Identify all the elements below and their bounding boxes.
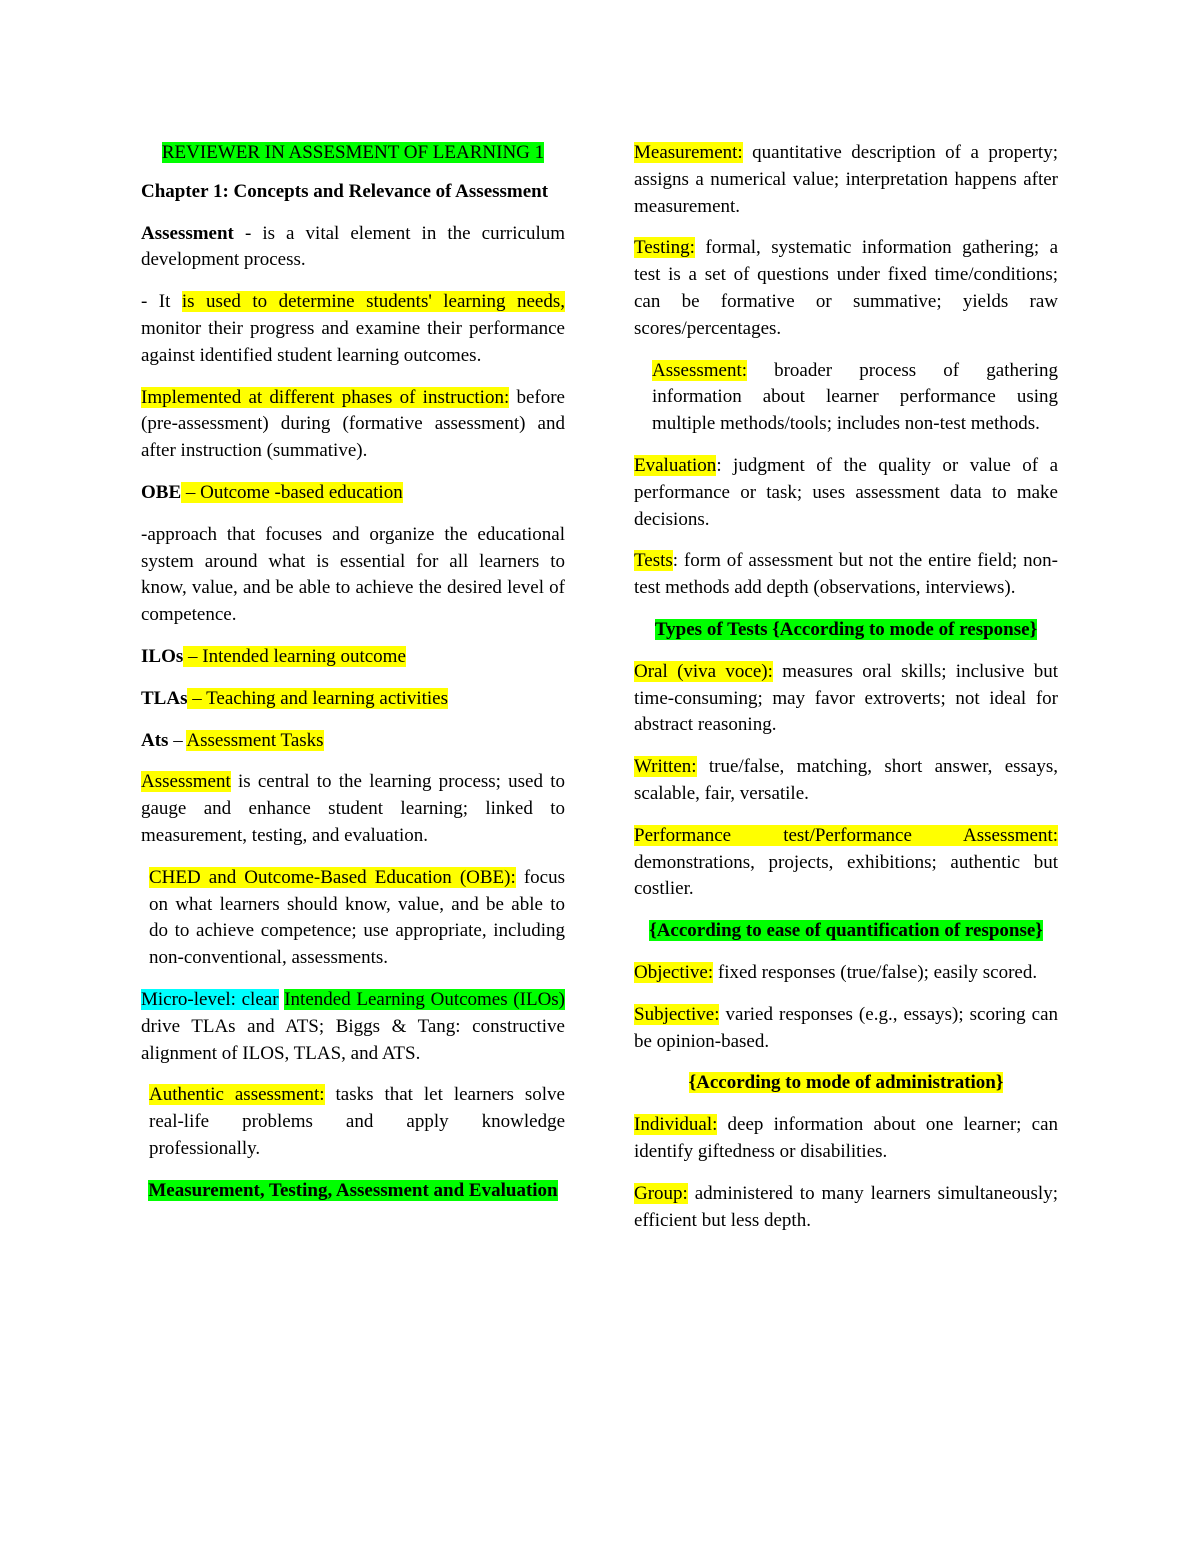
chapter-heading: Chapter 1: Concepts and Relevance of Assessment [141,180,549,202]
individual-test: Individual: deep information about one learner; can identify giftedness or disabilities. [634,1114,1058,1162]
ats-term: Ats – Assessment Tasks [141,729,324,751]
document-title: REVIEWER IN ASSESMENT OF LEARNING 1 [161,142,545,163]
tlas-term: TLAs – Teaching and learning activities [141,687,449,709]
administration-heading: {According to mode of administration} [688,1072,1004,1094]
ched-obe: CHED and Outcome-Based Education (OBE): focus on what learners should know, value, and be able to do to achieve competence; use appropriate, including non-conventional, assessments. [149,866,565,969]
tests-definition: Tests: form of assessment but not the entire field; non-test methods add depth (observations, interviews). [634,550,1058,599]
right-column [634,140,1058,1249]
oral-test: Oral (viva voce): measures oral skills; inclusive but time-consuming; may favor extroverts; not ideal for abstract reasoning. [634,660,1058,736]
assessment-definition: Assessment - is a vital element in the curriculum development process. [141,222,565,271]
objective-test: Objective: fixed responses (true/false); easily scored. [634,961,1038,983]
quantification-heading: {According to ease of quantification of response} [649,920,1043,942]
group-test: Group: administered to many learners simultaneously; efficient but less depth. [634,1182,1058,1231]
assessment-use: - It is used to determine students' learning needs, monitor their progress and examine their performance against identified student learning outcomes. [141,291,565,366]
testing-definition: Testing: formal, systematic information gathering; a test is a set of questions under fixed time/conditions; can be formative or summative; yields raw scores/percentages. [634,237,1058,339]
instruction-phases: Implemented at different phases of instruction: before (pre-assessment) during (formative assessment) and after instruction (summative). [141,386,565,462]
micro-level: Micro-level: clear Intended Learning Outcomes (ILOs) drive TLAs and ATS; Biggs & Tang: constructive alignment of ILOS, TLAS, and ATS. [141,988,566,1064]
types-heading: Types of Tests {According to mode of response} [654,618,1038,640]
assessment-broad-definition: Assessment: broader process of gathering information about learner performance using multiple methods/tools; includes non-test methods. [652,359,1058,435]
written-test: Written: true/false, matching, short answer, essays, scalable, fair, versatile. [634,756,1058,804]
subjective-test: Subjective: varied responses (e.g., essays); scoring can be opinion-based. [634,1003,1058,1052]
ilos-term: ILOs – Intended learning outcome [141,645,406,667]
left-column [141,140,565,1220]
evaluation-definition: Evaluation: judgment of the quality or value of a performance or task; uses assessment data to make decisions. [634,454,1058,530]
performance-test: Performance test/Performance Assessment: demonstrations, projects, exhibitions; authentic but costlier. [634,824,1058,900]
assessment-central: Assessment is central to the learning process; used to gauge and enhance student learning; linked to measurement, testing, and evaluation. [141,771,565,846]
obe-term: OBE – Outcome -based education [141,481,403,503]
obe-definition: -approach that focuses and organize the educational system around what is essential for all learners to know, value, and be able to achieve the desired level of competence. [141,523,565,626]
authentic-assessment: Authentic assessment: tasks that let learners solve real-life problems and apply knowledge professionally. [149,1084,565,1159]
measurement-definition: Measurement: quantitative description of a property; assigns a numerical value; interpretation happens after measurement. [634,142,1058,217]
mtae-heading: Measurement, Testing, Assessment and Evaluation [148,1179,558,1201]
